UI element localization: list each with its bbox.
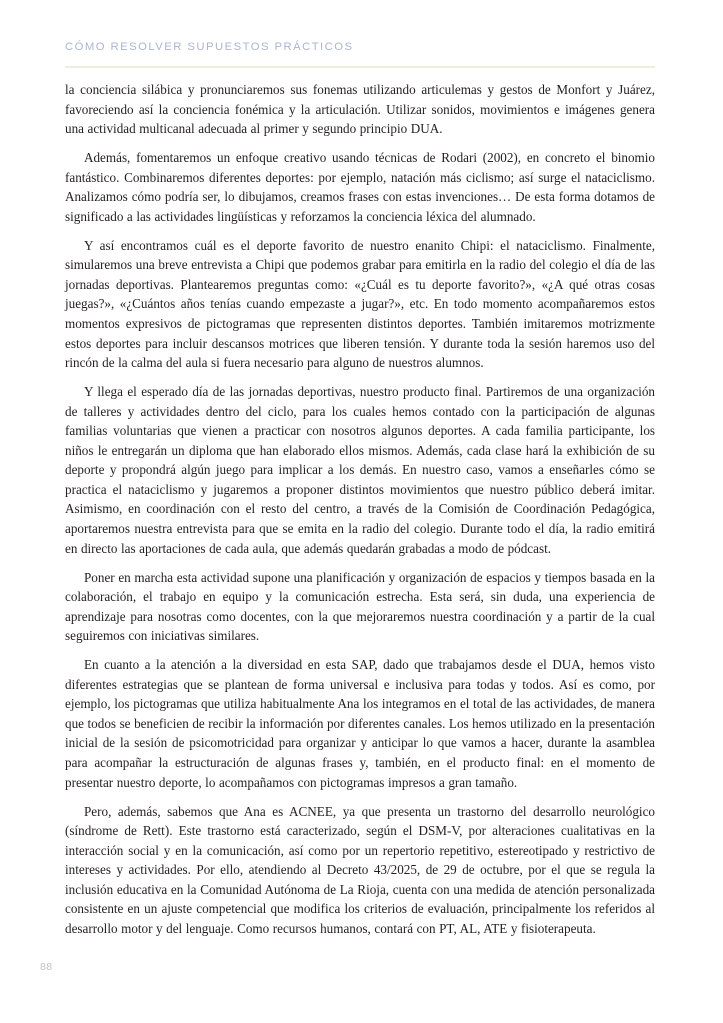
running-head-title: CÓMO RESOLVER SUPUESTOS PRÁCTICOS <box>65 41 354 53</box>
paragraph: Poner en marcha esta actividad supone una planificación y organización de espacios y tiempos basada en la colaboración, el trabajo en equipo y la comunicación estrecha. Esta será, sin duda, una experiencia de aprendizaje para nosotras como docentes, con la que mejoraremos nuestra coordinación y a partir de la cual seguiremos con iniciativas similares. <box>65 569 655 644</box>
paragraph: En cuanto a la atención a la diversidad en esta SAP, dado que trabajamos desde el DUA, hemos visto diferentes estrategias que se plantean de forma universal e inclusiva para todas y todos. Así es como, por ejemplo, los pictogramas que utiliza habitualmente Ana los integramos en el total de las actividades, de manera que todos se beneficien de recibir la información por diferentes canales. Los hemos utilizado en la presentación inicial de la sesión de psicomotricidad para organizar y anticipar lo que vamos a hacer, durante la asamblea para acompañar la estructuración de algunas frases y, también, en el producto final: en el momento de presentar nuestro deporte, lo acompañamos con pictogramas impresos a gran tamaño. <box>65 657 655 790</box>
paragraph: la conciencia silábica y pronunciaremos sus fonemas utilizando articulemas y gestos de Monfort y Juárez, favoreciendo así la conciencia fonémica y la articulación. Utilizar sonidos, movimientos e imágenes genera una actividad multicanal adecuada al primer y segundo principio DUA. <box>65 82 655 137</box>
page-number: 88 <box>40 961 53 973</box>
running-head <box>65 40 657 55</box>
paragraph: Pero, además, sabemos que Ana es ACNEE, ya que presenta un trastorno del desarrollo neurológico (síndrome de Rett). Este trastorno está caracterizado, según el DSM-V, por alteraciones cualitativas en la interacción social y en la comunicación, así como por un repertorio repetitivo, estereotipado y restrictivo de intereses y actividades. Por ello, atendiendo al Decreto 43/2025, de 29 de octubre, por el que se regula la inclusión educativa en la Comunidad Autónoma de La Rioja, cuenta con una medida de atención personalizada consistente en un ajuste competencial que modifica los criterios de evaluación, principalmente los referidos al desarrollo motor y del lenguaje. Como recursos humanos, contará con PT, AL, ATE y fisioterapeuta. <box>65 803 655 936</box>
paragraph: Además, fomentaremos un enfoque creativo usando técnicas de Rodari (2002), en concreto el binomio fantástico. Combinaremos diferentes deportes: por ejemplo, natación más ciclismo; así surge el nataciclismo. Analizamos cómo podría ser, lo dibujamos, creamos frases con estas invenciones… De esta forma dotamos de significado a las actividades lingüísticas y reforzamos la conciencia léxica del alumnado. <box>65 150 655 224</box>
paragraph: Y llega el esperado día de las jornadas deportivas, nuestro producto final. Partiremos de una organización de talleres y actividades dentro del ciclo, para los cuales hemos contado con la participación de algunas familias voluntarias que vienen a practicar con nosotros algunos deportes. A cada familia participante, los niños le entregarán un diploma que han elaborado ellos mismos. Además, cada clase hará la exhibición de su deporte y propondrá algún juego para implicar a los demás. En nuestro caso, vamos a enseñarles cómo se practica el nataciclismo y jugaremos a proponer distintos movimientos que nuestro público deberá imitar. Asimismo, en coordinación con el resto del centro, a través de la Comisión de Coordinación Pedagógica, aportaremos nuestra entrevista para que se emita en la radio del colegio. Durante todo el día, la radio emitirá en directo las aportaciones de cada aula, que además quedarán grabadas a modo de pódcast. <box>65 384 655 556</box>
paragraph: Y así encontramos cuál es el deporte favorito de nuestro enanito Chipi: el nataciclismo. Finalmente, simularemos una breve entrevista a Chipi que podemos grabar para emitirla en la radio del colegio el día de las jornadas deportivas. Plantearemos preguntas como: «¿Cuál es tu deporte favorito?», «¿A qué otras cosas juegas?», «¿Cuántos años tenías cuando empezaste a jugar?», etc. En todo momento acompañaremos estos momentos expresivos de pictogramas que representen distintos deportes. También imitaremos motrizmente estos deportes para incluir descansos motrices que liberen tensión. Y durante toda la sesión haremos uso del rincón de la calma del aula si fuera necesario para alguno de nuestros alumnos. <box>65 237 655 371</box>
body-text-column <box>65 80 655 938</box>
header-divider-rule <box>65 66 655 68</box>
